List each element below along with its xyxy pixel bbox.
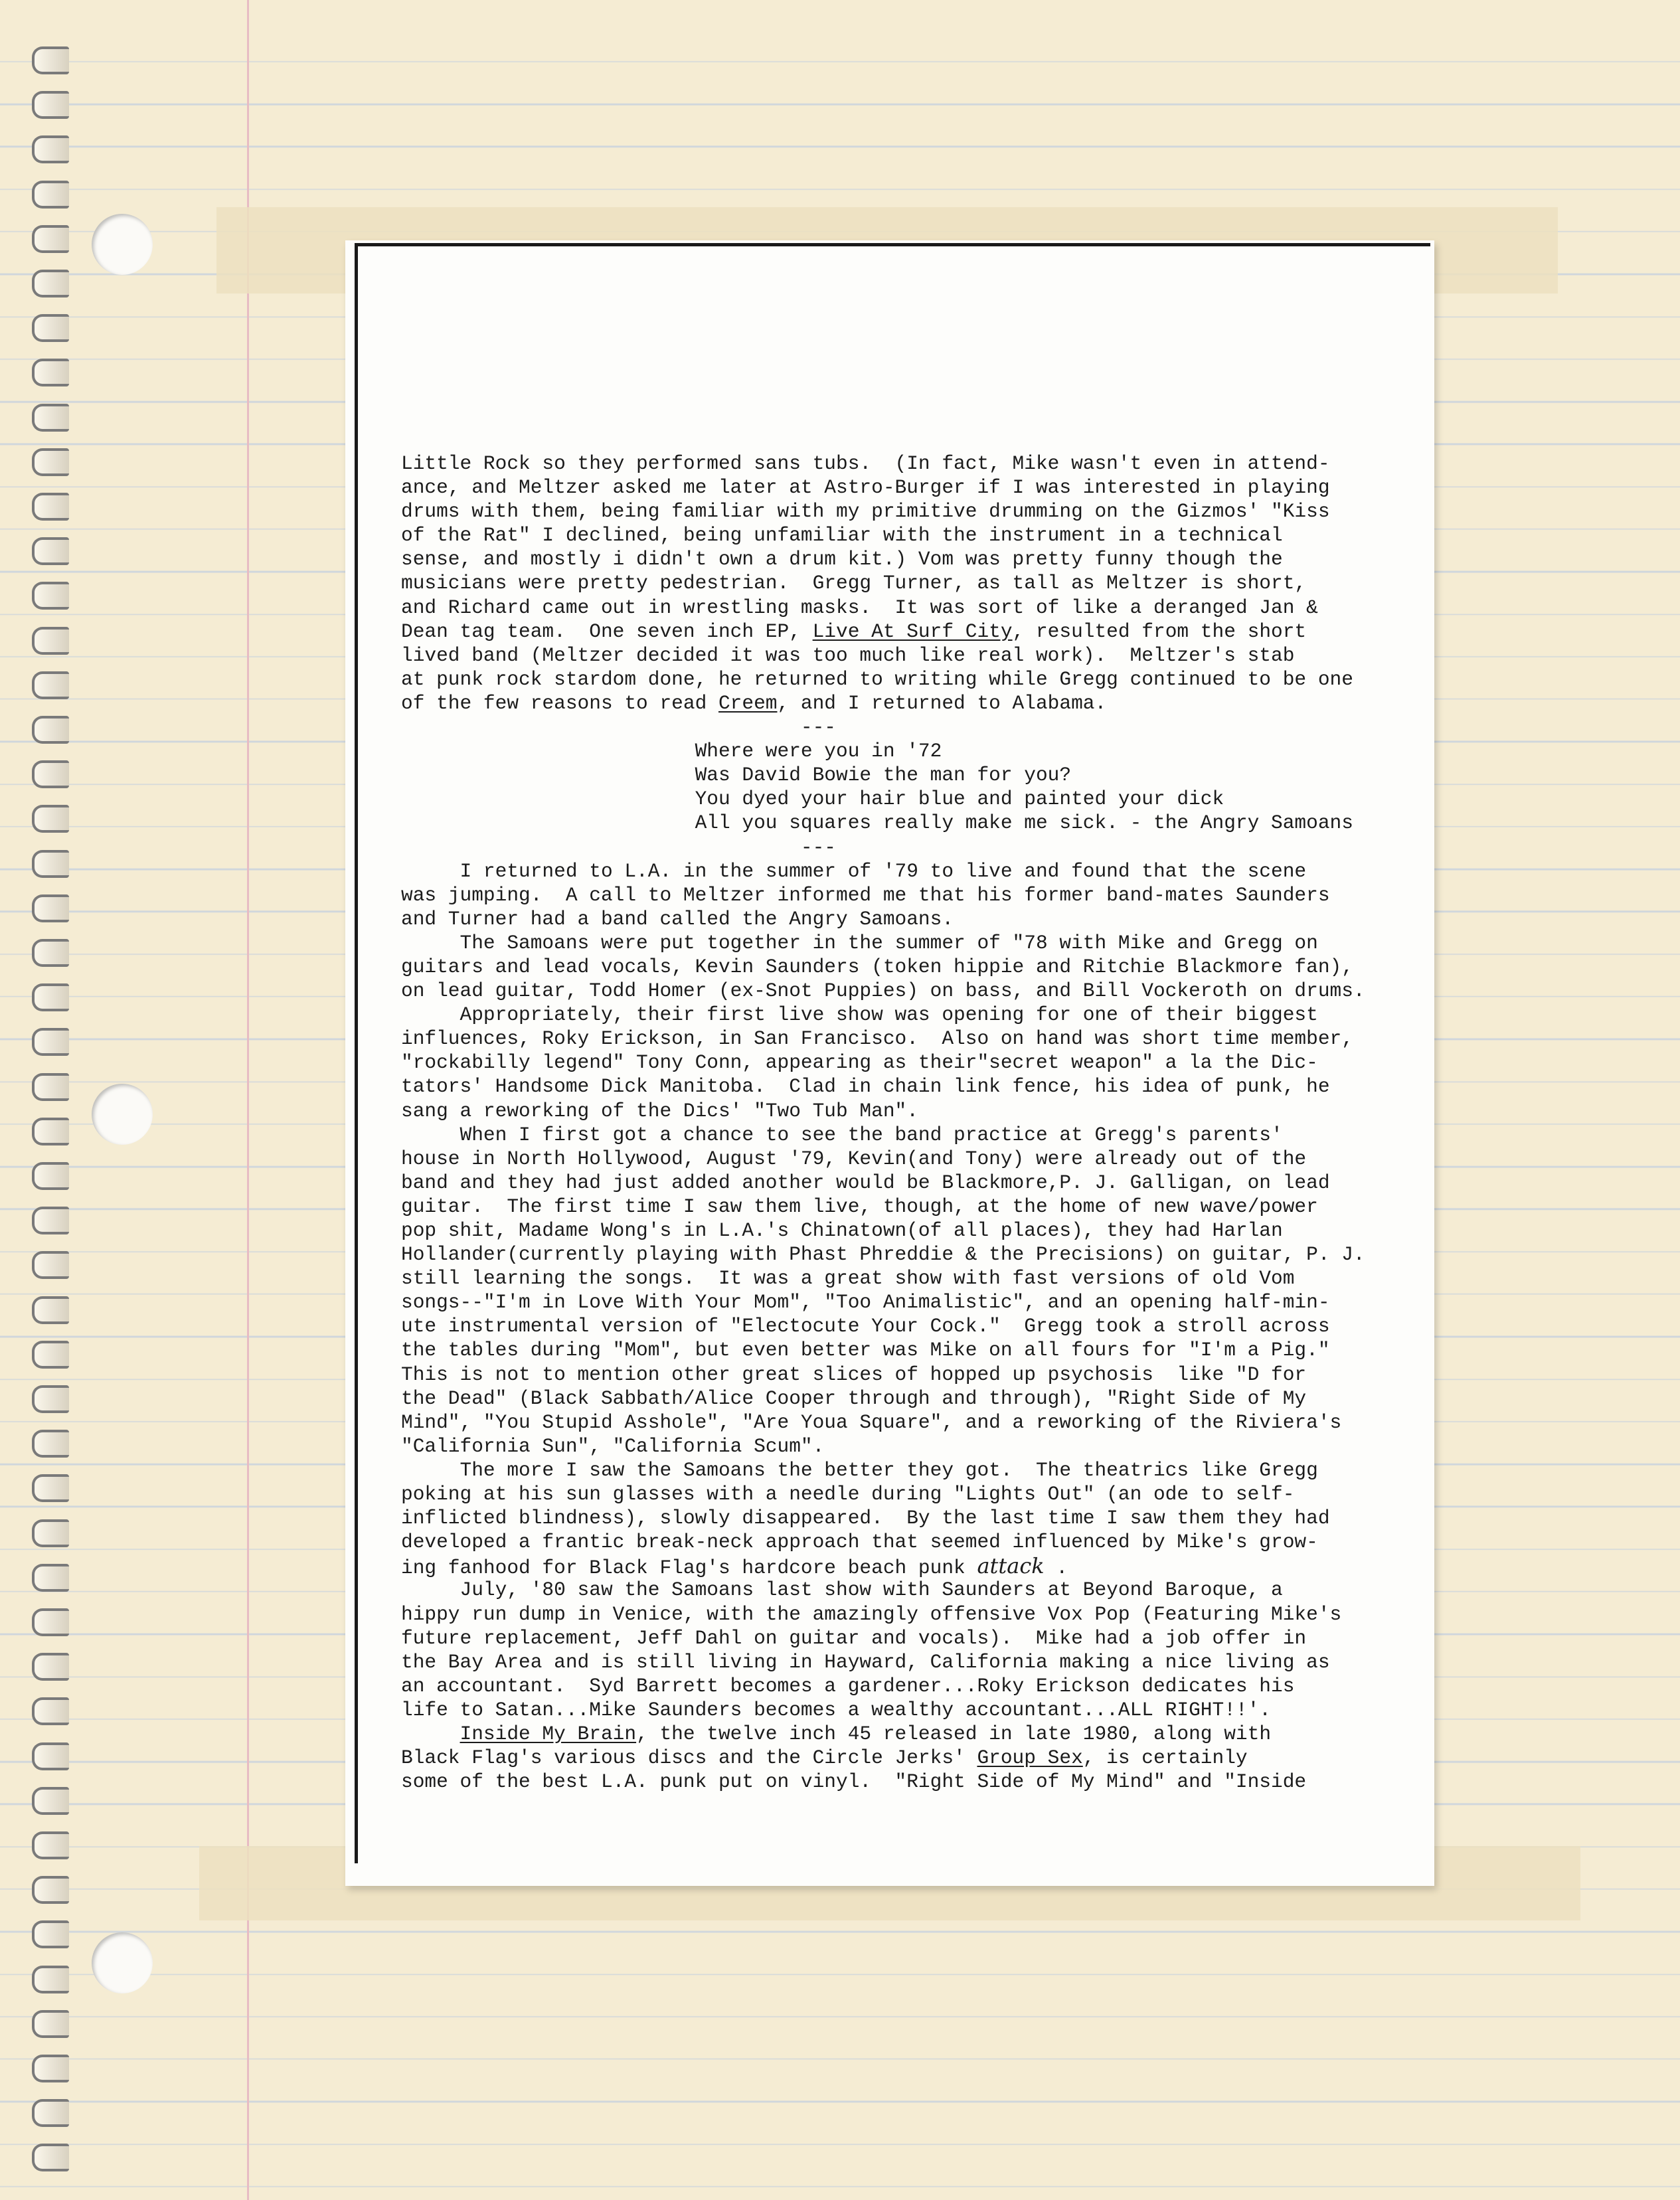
text-line: [401, 1003, 1417, 1027]
text-run: Dean tag team. One seven inch EP,: [401, 620, 813, 643]
spiral-ring: [32, 493, 69, 521]
text-line: [401, 1578, 1417, 1602]
spiral-ring: [32, 671, 69, 699]
text-run: of the few reasons to read: [401, 691, 718, 715]
text-run: The more I saw the Samoans the better they got. The theatrics like Gregg: [401, 1458, 1318, 1481]
underlined-title: Creem: [718, 691, 778, 715]
text-run: Black Flag's various discs and the Circle Jerks': [401, 1746, 977, 1770]
text-line: [401, 1458, 1417, 1482]
spiral-ring: [32, 1966, 69, 1993]
underlined-title: Inside My Brain: [460, 1722, 637, 1745]
spiral-ring: [32, 359, 69, 386]
text-line: [401, 667, 1417, 691]
text-line: [401, 596, 1417, 620]
spiral-ring: [32, 1296, 69, 1324]
text-line: [401, 859, 1417, 883]
text-run: ---: [401, 835, 837, 859]
text-run: All you squares really make me sick. - the Angry Samoans: [401, 811, 1353, 835]
text-line: [401, 955, 1417, 979]
text-run: sense, and mostly i didn't own a drum kit.) Vom was pretty funny though the: [401, 548, 1283, 571]
spiral-ring: [32, 894, 69, 922]
spiral-ring: [32, 1207, 69, 1234]
text-run: life to Satan...Mike Saunders becomes a wealthy accountant...ALL RIGHT!!'.: [401, 1698, 1272, 1721]
text-line: [401, 620, 1417, 643]
spiral-ring: [32, 1118, 69, 1145]
spiral-binding: [32, 46, 72, 2191]
punch-hole: [92, 1932, 153, 1993]
text-line: [401, 691, 1417, 715]
typed-page: [345, 240, 1434, 1886]
text-line: [401, 1650, 1417, 1674]
text-run: poking at his sun glasses with a needle during "Lights Out" (an ode to self-: [401, 1483, 1295, 1506]
text-run: pop shit, Madame Wong's in L.A.'s Chinatown(of all places), they had Harlan: [401, 1219, 1283, 1242]
text-run: Appropriately, their first live show was opening for one of their biggest: [401, 1003, 1318, 1027]
text-run: "California Sun", "California Scum".: [401, 1434, 825, 1458]
spiral-ring: [32, 2010, 69, 2038]
spiral-ring: [32, 1608, 69, 1636]
text-run: lived band (Meltzer decided it was too much like real work). Meltzer's stab: [401, 643, 1295, 667]
spiral-ring: [32, 1697, 69, 1725]
text-run: Was David Bowie the man for you?: [401, 764, 1072, 787]
text-line: [401, 1051, 1417, 1074]
text-line: [401, 643, 1417, 667]
punch-hole: [92, 214, 153, 275]
text-run: July, '80 saw the Samoans last show with Saunders at Beyond Baroque, a: [401, 1578, 1283, 1602]
text-run: and Turner had a band called the Angry Samoans.: [401, 907, 954, 930]
text-run: still learning the songs. It was a great show with fast versions of old Vom: [401, 1267, 1295, 1290]
spiral-ring: [32, 2144, 69, 2171]
text-line: [401, 1266, 1417, 1290]
text-line: [401, 1099, 1417, 1123]
text-run: guitar. The first time I saw them live, though, at the home of new wave/power: [401, 1195, 1318, 1218]
text-line: [401, 835, 1417, 859]
text-line: [401, 763, 1417, 787]
text-run: on lead guitar, Todd Homer (ex-Snot Puppies) on bass, and Bill Vockeroth on drums.: [401, 979, 1365, 1003]
text-line: [401, 979, 1417, 1003]
text-line: [401, 1242, 1417, 1266]
text-run: guitars and lead vocals, Kevin Saunders (token hippie and Ritchie Blackmore fan),: [401, 955, 1353, 978]
text-run: was jumping. A call to Meltzer informed me that his former band-mates Saunders: [401, 883, 1330, 906]
spiral-ring: [32, 135, 69, 163]
underlined-title: Live At Surf City: [812, 620, 1013, 643]
text-run: , the twelve inch 45 released in late 1980, along with: [636, 1722, 1272, 1745]
text-run: You dyed your hair blue and painted your dick: [401, 788, 1224, 811]
punch-hole: [92, 1084, 153, 1145]
text-line: [401, 1171, 1417, 1195]
text-run: musicians were pretty pedestrian. Gregg Turner, as tall as Meltzer is short,: [401, 572, 1307, 595]
text-run: When I first got a chance to see the band practice at Gregg's parents': [401, 1123, 1283, 1146]
text-line: [401, 523, 1417, 547]
spiral-ring: [32, 1787, 69, 1815]
text-line: [401, 1027, 1417, 1051]
text-run: tators' Handsome Dick Manitoba. Clad in chain link fence, his idea of punk, he: [401, 1075, 1330, 1098]
text-run: Mind", "You Stupid Asshole", "Are Youa Square", and a reworking of the Riviera's: [401, 1410, 1342, 1434]
text-run: some of the best L.A. punk put on vinyl. "Right Side of My Mind" and "Inside: [401, 1770, 1307, 1794]
text-line: [401, 1554, 1417, 1578]
spiral-ring: [32, 805, 69, 833]
text-line: [401, 787, 1417, 811]
text-line: [401, 1602, 1417, 1626]
text-line: [401, 1219, 1417, 1242]
text-line: [401, 571, 1417, 595]
spiral-ring: [32, 1028, 69, 1056]
text-run: songs--"I'm in Love With Your Mom", "Too Animalistic", and an opening half-min-: [401, 1291, 1330, 1314]
spiral-ring: [32, 448, 69, 476]
text-run: drums with them, being familiar with my primitive drumming on the Gizmos' "Kiss: [401, 500, 1330, 523]
text-run: influences, Roky Erickson, in San Francisco. Also on hand was short time member,: [401, 1027, 1353, 1051]
text-line: [401, 499, 1417, 523]
spiral-ring: [32, 1519, 69, 1547]
text-run: of the Rat" I declined, being unfamiliar with the instrument in a technical: [401, 524, 1283, 547]
text-run: ing fanhood for Black Flag's hardcore beach punk: [401, 1557, 977, 1580]
spiral-ring: [32, 181, 69, 209]
text-line: [401, 907, 1417, 931]
text-line: [401, 1722, 1417, 1746]
spiral-ring: [32, 1564, 69, 1592]
text-line: [401, 715, 1417, 739]
text-run: [401, 1723, 460, 1745]
text-run: , resulted from the short: [1012, 620, 1307, 643]
spiral-ring: [32, 46, 69, 74]
border-left-line: [355, 243, 358, 1863]
text-run: ance, and Meltzer asked me later at Astro-Burger if I was interested in playing: [401, 476, 1330, 499]
text-run: Little Rock so they performed sans tubs. (In fact, Mike wasn't even in attend-: [401, 452, 1330, 475]
text-run: an accountant. Syd Barrett becomes a gardener...Roky Erickson dedicates his: [401, 1674, 1295, 1697]
text-line: [401, 1698, 1417, 1722]
text-line: [401, 883, 1417, 907]
text-run: I returned to L.A. in the summer of '79 to live and found that the scene: [401, 859, 1307, 883]
text-line: [401, 1482, 1417, 1506]
text-run: the Dead" (Black Sabbath/Alice Cooper through and through), "Right Side of My: [401, 1387, 1307, 1410]
spiral-ring: [32, 314, 69, 342]
text-line: [401, 1338, 1417, 1362]
text-run: house in North Hollywood, August '79, Kevin(and Tony) were already out of the: [401, 1147, 1307, 1170]
text-line: [401, 1290, 1417, 1314]
text-run: hippy run dump in Venice, with the amazingly offensive Vox Pop (Featuring Mike's: [401, 1602, 1342, 1626]
text-run: The Samoans were put together in the summer of "78 with Mike and Gregg on: [401, 931, 1318, 954]
spiral-ring: [32, 850, 69, 878]
spiral-ring: [32, 582, 69, 610]
text-line: [401, 1434, 1417, 1458]
spiral-ring: [32, 1831, 69, 1859]
spiral-ring: [32, 1742, 69, 1770]
spiral-ring: [32, 404, 69, 432]
text-line: [401, 1147, 1417, 1171]
text-run: the tables during "Mom", but even better was Mike on all fours for "I'm a Pig.": [401, 1339, 1330, 1362]
text-run: ute instrumental version of "Electocute Your Cock." Gregg took a stroll across: [401, 1315, 1330, 1338]
text-line: [401, 475, 1417, 499]
typed-text: [401, 452, 1417, 1794]
text-run: Where were you in '72: [401, 740, 942, 763]
text-line: [401, 1387, 1417, 1410]
text-line: [401, 1626, 1417, 1650]
text-line: [401, 1363, 1417, 1387]
spiral-ring: [32, 91, 69, 119]
spiral-ring: [32, 1385, 69, 1413]
spiral-ring: [32, 1876, 69, 1904]
text-line: [401, 1674, 1417, 1698]
text-line: [401, 547, 1417, 571]
text-line: [401, 1410, 1417, 1434]
spiral-ring: [32, 225, 69, 253]
spiral-ring: [32, 1920, 69, 1948]
spiral-ring: [32, 1474, 69, 1502]
text-run: future replacement, Jeff Dahl on guitar and vocals). Mike had a job offer in: [401, 1626, 1307, 1650]
text-line: [401, 739, 1417, 763]
text-run: sang a reworking of the Dics' "Two Tub Man".: [401, 1099, 918, 1122]
spiral-ring: [32, 1162, 69, 1190]
text-run: ---: [401, 716, 837, 739]
border-top-line: [355, 243, 1430, 246]
text-run: band and they had just added another would be Blackmore,P. J. Galligan, on lead: [401, 1171, 1330, 1194]
text-line: [401, 1195, 1417, 1219]
text-run: and Richard came out in wrestling masks. It was sort of like a deranged Jan &: [401, 596, 1318, 619]
text-run: developed a frantic break-neck approach that seemed influenced by Mike's grow-: [401, 1531, 1318, 1554]
text-line: [401, 811, 1417, 835]
handwritten-word: attack: [977, 1553, 1045, 1579]
spiral-ring: [32, 983, 69, 1011]
text-line: [401, 1770, 1417, 1794]
spiral-ring: [32, 627, 69, 655]
text-run: inflicted blindness), slowly disappeared. By the last time I saw them they had: [401, 1507, 1330, 1530]
spiral-ring: [32, 939, 69, 967]
text-line: [401, 1506, 1417, 1530]
text-run: the Bay Area and is still living in Hayward, California making a nice living as: [401, 1650, 1330, 1673]
text-line: [401, 931, 1417, 955]
underlined-title: Group Sex: [977, 1746, 1083, 1770]
text-run: "rockabilly legend" Tony Conn, appearing as their"secret weapon" a la the Dic-: [401, 1051, 1318, 1074]
text-run: Hollander(currently playing with Phast Phreddie & the Precisions) on guitar, P. J.: [401, 1243, 1365, 1266]
spiral-ring: [32, 1653, 69, 1681]
text-line: [401, 452, 1417, 475]
spiral-ring: [32, 537, 69, 565]
text-line: [401, 1314, 1417, 1338]
spiral-ring: [32, 1073, 69, 1101]
spiral-ring: [32, 1430, 69, 1458]
spiral-ring: [32, 1341, 69, 1369]
text-run: , and I returned to Alabama.: [777, 691, 1107, 715]
spiral-ring: [32, 716, 69, 744]
text-run: at punk rock stardom done, he returned to writing while Gregg continued to be one: [401, 667, 1353, 691]
spiral-ring: [32, 270, 69, 297]
text-line: [401, 1530, 1417, 1554]
text-line: [401, 1746, 1417, 1770]
spiral-ring: [32, 2055, 69, 2082]
text-run: .: [1044, 1557, 1068, 1580]
spiral-ring: [32, 2099, 69, 2127]
text-run: , is certainly: [1082, 1746, 1248, 1770]
spiral-ring: [32, 760, 69, 788]
text-run: This is not to mention other great slices of hopped up psychosis like "D for: [401, 1363, 1307, 1386]
text-line: [401, 1123, 1417, 1147]
spiral-ring: [32, 1251, 69, 1279]
text-line: [401, 1074, 1417, 1098]
